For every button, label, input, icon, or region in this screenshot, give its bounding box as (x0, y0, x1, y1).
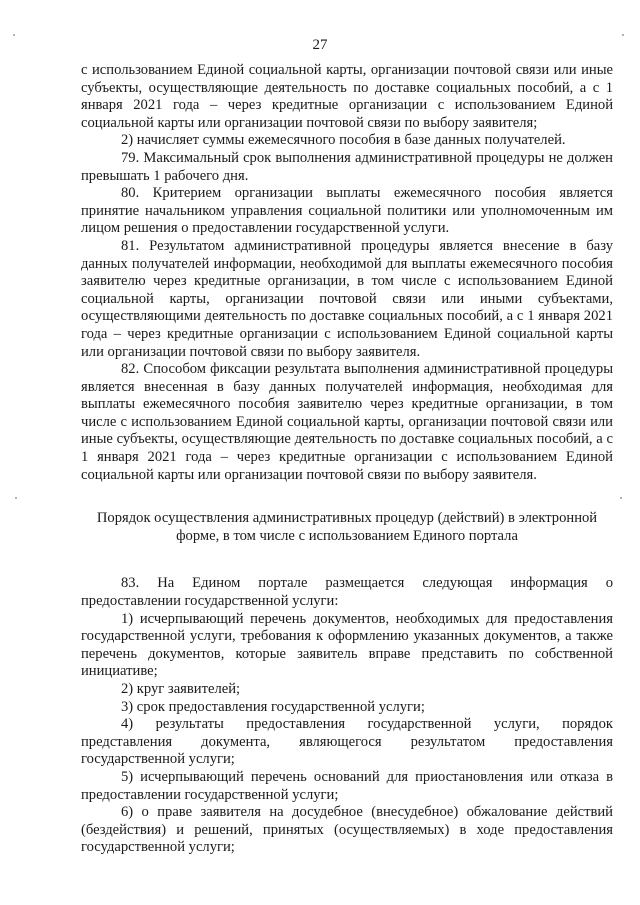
list-item-4: 4) результаты предоставления государственной услуги, порядок представления документа, являющегося результатом предоставления государственной услуги; (81, 716, 613, 768)
scan-speck (622, 34, 624, 36)
list-item-5: 5) исчерпывающий перечень оснований для приостановления или отказа в предоставлении государственной услуги; (81, 768, 613, 803)
paragraph-83: 83. На Едином портале размещается следующая информация о предоставлении государственной услуги: (81, 575, 613, 610)
scan-speck (13, 34, 15, 36)
paragraph-79: 79. Максимальный срок выполнения административной процедуры не должен превышать 1 рабочего дня. (81, 149, 613, 184)
paragraph-continuation: с использованием Единой социальной карты, организации почтовой связи или иные субъекты, осуществляющие деятельность по доставке социальных пособий, а с 1 января 2021 года – через кредитные организации с использованием Единой социальной карты или организации почтовой связи по выбору заявителя; (81, 62, 613, 131)
list-item-3: 3) срок предоставления государственной услуги; (121, 698, 425, 715)
paragraph-80: 80. Критерием организации выплаты ежемесячного пособия является принятие начальником управления социальной политики или уполномоченным им лицом решения о предоставлении государственной услуги. (81, 185, 613, 237)
paragraph-item-2: 2) начисляет суммы ежемесячного пособия в базе данных получателей. (121, 132, 566, 149)
paragraph-82: 82. Способом фиксации результата выполнения административной процедуры является внесенная в базу данных получателей информация, необходимая для выплаты ежемесячного пособия заявителю через кредитные организации, в том числе с использованием Единой социальной карты, организации почтовой связи или иные субъекты, осуществляющие деятельность по доставке социальных пособий, а с 1 января 2021 года – через кредитные организации с использованием Единой социальной карты или организации почтовой связи по выбору заявителя. (81, 361, 613, 483)
scan-speck (15, 497, 17, 499)
document-body (81, 62, 613, 857)
section-heading: Порядок осуществления административных процедур (действий) в электронной форме, в том числе с использованием Единого портала (96, 510, 598, 544)
scan-speck (620, 497, 622, 499)
list-item-6: 6) о праве заявителя на досудебное (внесудебное) обжалование действий (бездействия) и решений, принятых (осуществляемых) в ходе предоставления государственной услуги; (81, 804, 613, 856)
list-item-1: 1) исчерпывающий перечень документов, необходимых для предоставления государственной услуги, требования к оформлению указанных документов, а также перечень документов, которые заявитель вправе представить по собственной инициативе; (81, 610, 613, 680)
page-number: 27 (312, 37, 328, 53)
list-item-2: 2) круг заявителей; (121, 681, 241, 697)
paragraph-81: 81. Результатом административной процедуры является внесение в базу данных получателей информации, необходимой для выплаты ежемесячного пособия заявителю через кредитные организации, в том числе с использованием Единой социальной карты, организации почтовой связи или иными субъектами, осуществляющими деятельность по доставке социальных пособий, а с 1 января 2021 года – через кредитные организации с использованием Единой социальной карты или организации почтовой связи по выбору заявителя. (81, 237, 613, 360)
